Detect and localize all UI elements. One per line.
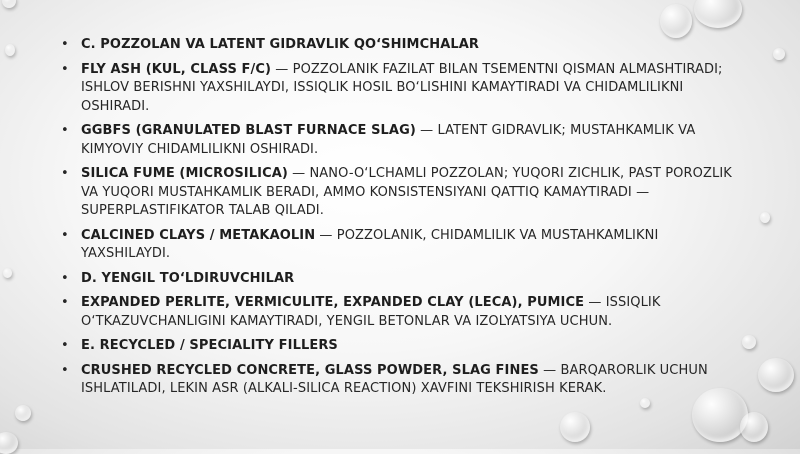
bullet-description: — ISSIQLIK O‘TKAZUVCHANLIGINI KAMAYTIRADI, YENGIL BETONLAR VA IZOLYATSIYA UCHUN.	[81, 295, 661, 329]
bullet-marker: •	[61, 295, 69, 310]
water-drop	[0, 432, 18, 454]
bullet-marker: •	[61, 227, 69, 243]
water-drop	[660, 4, 692, 38]
bullet-marker: •	[61, 37, 69, 52]
bullet-item	[50, 227, 750, 264]
water-drop	[760, 212, 770, 223]
bullet-description: — BARQARORLIK UCHUN ISHLATILADI, LEKIN ASR (ALKALI-SILICA REACTION) XAVFINI TEKSHIRISH KERAK.	[81, 362, 708, 396]
bullet-description: — LATENT GIDRAVLIK; MUSTAHKAMLIK VA KIMYOVIY CHIDAMLILIKNI OSHIRADI.	[81, 123, 696, 157]
bullet-item	[50, 270, 750, 289]
water-drop	[773, 48, 785, 60]
bullet-item	[50, 165, 750, 221]
water-drop	[2, 0, 16, 8]
bullet-bold-term: D. YENGIL TO‘LDIRUVCHILAR	[81, 270, 295, 286]
bullet-description: — NANO-O‘LCHAMLI POZZOLAN; YUQORI ZICHLIK, PAST POROZLIK VA YUQORI MUSTAHKAMLIK BERADI, AMMO KONSISTENSIYANI QATTIQ KAMAYTIRADI — SUPERPLASTIFIKATOR TALAB QILADI.	[81, 166, 732, 218]
bullet-bold-term: SILICA FUME (MICROSILICA)	[81, 166, 288, 181]
bullet-bold-term: EXPANDED PERLITE, VERMICULITE, EXPANDED CLAY (LECA), PUMICE	[81, 295, 585, 310]
bullet-item	[50, 294, 750, 331]
bullet-bold-term: FLY ASH (KUL, CLASS F/C)	[81, 61, 272, 77]
water-drop	[5, 44, 15, 56]
bullet-marker: •	[61, 270, 69, 286]
bullet-marker: •	[61, 338, 69, 353]
water-drop	[15, 405, 31, 421]
water-drop	[694, 0, 742, 28]
bullet-bold-term: CRUSHED RECYCLED CONCRETE, GLASS POWDER, SLAG FINES	[81, 362, 539, 378]
bullet-marker: •	[61, 61, 69, 77]
bullet-description: — POZZOLANIK FAZILAT BILAN TSEMENTNI QISMAN ALMASHTIRADI; ISHLOV BERISHNI YAXSHILAYDI, ISSIQLIK HOSIL BO‘LISHINI KAMAYTIRADI VA CHIDAMLILIKNI OSHIRADI.	[81, 61, 723, 114]
bullet-item	[50, 362, 750, 399]
bullet-marker: •	[61, 362, 69, 378]
bullet-list	[50, 36, 750, 399]
bullet-item	[50, 61, 750, 117]
bullet-marker: •	[61, 123, 69, 138]
bullet-item	[50, 122, 750, 159]
slide-content	[50, 36, 750, 405]
bullet-item	[50, 36, 750, 55]
bullet-marker: •	[61, 166, 69, 181]
water-drop	[758, 358, 794, 392]
bullet-bold-term: CALCINED CLAYS / METAKAOLIN	[81, 227, 316, 243]
bullet-bold-term: GGBFS (GRANULATED BLAST FURNACE SLAG)	[81, 123, 416, 138]
water-drop	[740, 412, 768, 442]
bullet-bold-term: C. POZZOLAN VA LATENT GIDRAVLIK QO‘SHIMCHALAR	[81, 37, 480, 52]
bullet-description: — POZZOLANIK, CHIDAMLILIK VA MUSTAHKAMLIKNI YAXSHILAYDI.	[81, 227, 659, 261]
water-drop	[3, 268, 12, 278]
bullet-item	[50, 337, 750, 356]
water-drop	[560, 412, 590, 442]
bullet-bold-term: E. RECYCLED / SPECIALITY FILLERS	[81, 338, 338, 353]
